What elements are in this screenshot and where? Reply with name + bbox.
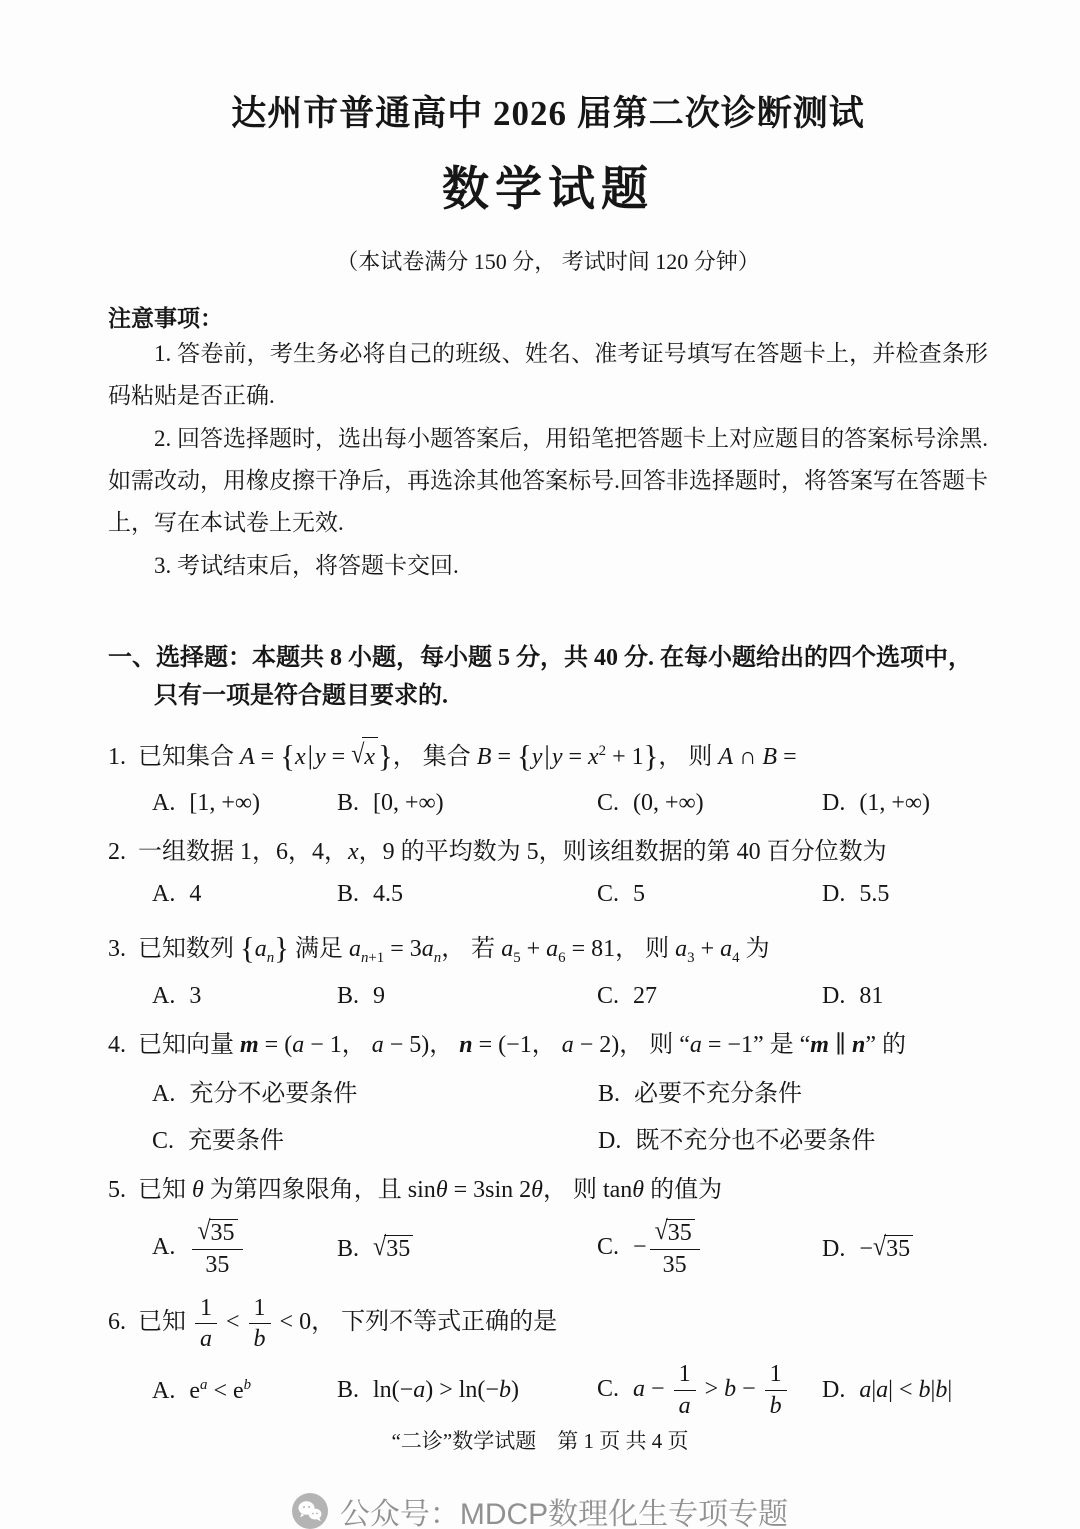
option-a: A. $\frac{√35}{35}$ [152,1219,337,1279]
question-4 [108,1026,988,1156]
question-stem-text: 已知 θ 为第四象限角，且 sinθ = 3sin 2θ， 则 tanθ 的值为 [138,1177,723,1204]
option-b: B. ln(−a) > ln(−b) [337,1377,519,1404]
option-c: C. 充要条件 [152,1128,285,1155]
option-c: C. − $\frac{√35}{35}$ [597,1219,822,1279]
notice-item-2: 2. 回答选择题时，选出每小题答案后，用铅笔把答题卡上对应题目的答案标号涂黑. 如需改动，用橡皮擦干净后，再选涂其他答案标号.回答非选择题时，将答案写在答题卡上，写在本试卷上无效. [108,425,988,536]
option-a: A. 充分不必要条件 [152,1081,358,1108]
question-stem-text: 一组数据 1，6，4，x，9 的平均数为 5，则该组数据的第 40 百分位数为 [138,839,887,866]
question-1 [108,732,988,818]
option-c: C. 27 [597,982,658,1009]
question-stem [108,924,988,975]
notice-item-1: 1. 答卷前，考生务必将自己的班级、姓名、准考证号填写在答题卡上，并检查条形码粘贴是否正确. [108,341,988,409]
option-b: B. 必要不充分条件 [598,1081,803,1108]
question-6 [108,1295,988,1421]
question-number: 3. [108,936,126,963]
question-stem [108,833,988,873]
option-c: C. a − $\frac{1}{a}$ > b − $\frac{1}{b}$ [597,1361,822,1420]
wechat-icon [292,1493,328,1529]
option-d: D. 既不充分也不必要条件 [598,1128,876,1155]
option-b: B. [0, +∞) [337,790,444,817]
notice-item-3: 3. 考试结束后，将答题卡交回. [154,552,459,578]
options-row [108,790,988,817]
option-c: C. (0, +∞) [597,790,704,817]
question-3 [108,924,988,1010]
option-c: C. 5 [597,880,646,907]
options-row [108,1216,988,1279]
question-stem-text: 已知向量 m = (a − 1， a − 5)， n = (−1， a − 2)， 则 “a = −1” 是 “m ∥ n” 的 [138,1031,907,1058]
option-a: A. [1, +∞) [152,790,260,817]
option-a: A. $e^a < e^b$ [152,1376,252,1404]
question-stem [108,1026,988,1066]
question-5 [108,1171,988,1278]
options-row [108,1361,988,1420]
question-number: 5. [108,1177,126,1204]
question-stem-text: 已知数列 $\{a_n\}$ 满足 $a_{n+1} = 3a_n$， 若 $a_5 + a_6 = 81$， 则 $a_3 + a_4$ 为 [138,931,770,967]
option-b: B. 9 [337,982,386,1009]
exam-title: 达州市普通高中 2026 届第二次诊断测试 [231,94,865,133]
option-d: D. a|a| < b|b| [822,1377,953,1404]
question-stem [108,1295,988,1354]
question-2 [108,833,988,908]
question-stem [108,1171,988,1211]
notice-heading: 注意事项： [108,306,223,331]
question-number: 6. [108,1309,126,1336]
option-b: B. √35 [337,1235,597,1263]
question-number: 4. [108,1031,126,1058]
option-d: D. 5.5 [822,880,890,907]
question-stem [108,732,988,783]
options-row [108,1073,988,1155]
options-row [108,983,988,1010]
section-title: 一、选择题：本题共 8 小题，每小题 5 分，共 40 分. 在每小题给出的四个选项中，只有一项是符合题目要求的. [108,644,972,710]
watermark-text: 公众号：MDCP数理化生专项专题 [339,1498,789,1529]
question-stem-text: 已知集合 A = {x|y = √x}， 集合 $B = \{y|y = x^2 + 1\}$， 则 A ∩ B = [138,744,797,770]
option-a: A. 3 [152,982,202,1009]
exam-subtitle: 数学试题 [442,164,654,216]
options-row [108,881,988,908]
question-stem-text: 已知 $\frac{1}{a}$ < $\frac{1}{b}$ < 0， 下列不等式正确的是 [138,1294,558,1353]
option-a: A. 4 [152,880,202,907]
question-number: 2. [108,839,126,866]
option-d: D. 81 [822,982,884,1009]
watermark [0,1489,1080,1529]
question-number: 1. [108,744,126,771]
footer-page-info: “二诊”数学试题 第 1 页 共 4 页 [391,1429,689,1453]
option-b: B. 4.5 [337,880,404,907]
option-d: D. (1, +∞) [822,790,930,817]
exam-meta: （本试卷满分 150 分， 考试时间 120 分钟） [336,249,760,274]
option-d: D. −√35 [822,1235,988,1263]
